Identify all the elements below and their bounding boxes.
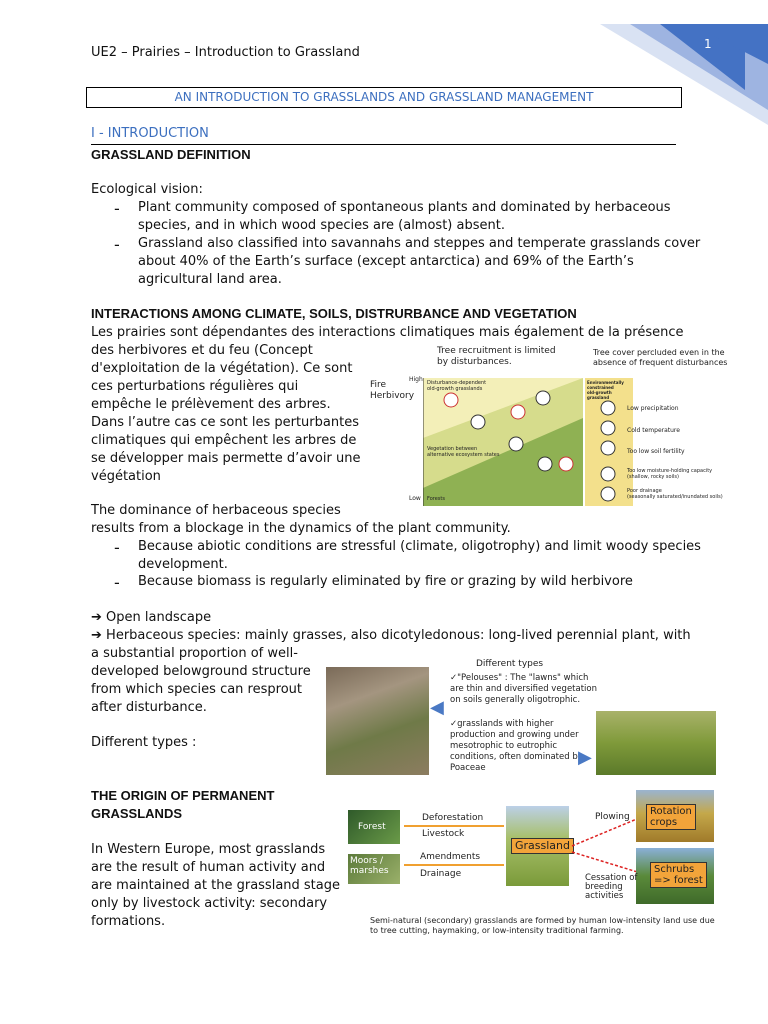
- fig3-livestock: Livestock: [422, 829, 465, 839]
- arrow-right-blue-icon: ▶: [578, 747, 592, 768]
- bullet-4: - Because biomass is regularly eliminated by fire or grazing by wild herbivore: [138, 573, 633, 591]
- fig2-title: Different types: [476, 659, 544, 669]
- fig1-zone3: Forests: [427, 496, 445, 502]
- fig1-top-left: Tree recruitment is limited by disturbances.: [437, 346, 556, 367]
- grass-paragraph: a substantial proportion of well- developed belowground structure from which species can resprout after disturbance.: [91, 646, 311, 715]
- figure-origin: [346, 788, 716, 936]
- title-box: AN INTRODUCTION TO GRASSLANDS AND GRASSLAND MANAGEMENT: [86, 87, 682, 108]
- fig1-low: Low: [409, 495, 421, 502]
- running-title: UE2 – Prairies – Introduction to Grassland: [91, 45, 360, 60]
- different-types-label: Different types :: [91, 735, 197, 750]
- heading-interactions: INTERACTIONS AMONG CLIMATE, SOILS, DISTRURBANCE AND VEGETATION: [91, 306, 577, 321]
- fig2-item2: ✓grasslands with higher production and growing under mesotrophic to eutrophic conditions, often dominated by Poaceae: [450, 719, 583, 773]
- fig1-cond-1: Low precipitation: [627, 405, 679, 412]
- bullet-2: - Grassland also classified into savannahs and steppes and temperate grasslands cover about 40% of the Earth’s surface (except antarctica) and 69% of the Earth’s agricultural land area.: [138, 235, 700, 289]
- figure-disturbance: [365, 344, 728, 506]
- arrow-right-icon: ➔: [91, 610, 102, 625]
- arrow-item-2: ➔ Herbaceous species: mainly grasses, also dicotyledonous: long-lived perennial plant, with: [91, 628, 691, 643]
- fig1-cond-3: Too low soil fertility: [627, 448, 685, 455]
- photo-meadow: [596, 711, 716, 775]
- section-label: I - INTRODUCTION: [91, 126, 209, 141]
- fig1-cond-5: Poor drainage (seasonally saturated/inundated soils): [627, 488, 723, 500]
- bullet-1: - Plant community composed of spontaneous plants and dominated by herbaceous species, and in which wood species are (almost) absent.: [138, 199, 671, 235]
- heading-grassland-definition: GRASSLAND DEFINITION: [91, 147, 251, 162]
- arrow-item-1: ➔ Open landscape: [91, 610, 212, 625]
- fig1-high: High: [409, 376, 423, 383]
- fig1-fire-label: Fire Herbivory: [370, 380, 415, 401]
- arrow-left-icon: ◀: [430, 697, 444, 718]
- figure-types: [326, 653, 718, 777]
- page-number: 1: [704, 37, 712, 51]
- fig3-caption: Semi-natural (secondary) grasslands are formed by human low-intensity land use due to tree cutting, haymaking, or low-intensity traditional farming.: [370, 916, 715, 935]
- fig3-rotation: Rotation crops: [646, 804, 696, 830]
- origin-paragraph: In Western Europe, most grasslands are the result of human activity and are maintained at the grassland stage only by livestock activity: secondary formations.: [91, 842, 340, 929]
- eco-label: Ecological vision:: [91, 182, 203, 197]
- fig1-cond-2: Cold temperature: [627, 427, 680, 434]
- photo-pelouse: [326, 667, 429, 775]
- section-rule: [91, 144, 676, 145]
- bullet-3: - Because abiotic conditions are stressful (climate, oligotrophy) and limit woody species development.: [138, 538, 701, 574]
- heading-origin: THE ORIGIN OF PERMANENT GRASSLANDS: [91, 788, 275, 821]
- dominance-paragraph: The dominance of herbaceous species results from a blockage in the dynamics of the plant community.: [91, 503, 511, 536]
- french-paragraph: des herbivores et du feu (Concept d'exploitation de la végétation). Ce sont ces perturbations régulières qui empêche le prélèvement des arbres. Dans l’autre cas ce sont les perturbantes climatiques qui empêchent les arbres de se développer mais permette d’avoir une végétation: [91, 343, 361, 484]
- arrow-right-icon: ➔: [91, 628, 102, 643]
- fig3-cessation: Cessation of breeding activities: [585, 873, 638, 901]
- fig3-schrubs: Schrubs => forest: [650, 862, 707, 888]
- fig3-forest: Forest: [358, 822, 386, 832]
- fig3-moors: Moors / marshes: [350, 856, 389, 876]
- fig1-box: Environmentally constrained old-growth grassland: [587, 380, 624, 400]
- fig3-amendments: Amendments: [420, 852, 481, 862]
- fig3-arrow-2: [404, 864, 504, 866]
- fig1-zone1: Disturbance-dependent old-growth grasslands: [427, 380, 487, 392]
- fig3-arrow-1: [404, 825, 504, 827]
- fig1-graphic: [423, 378, 725, 506]
- fig3-drainage: Drainage: [420, 869, 462, 879]
- fig1-cond-4: Too low moisture-holding capacity (shallow, rocky soils): [627, 468, 713, 480]
- fig3-deforestation: Deforestation: [422, 813, 484, 823]
- fig2-item1: ✓"Pelouses" : The "lawns" which are thin and diversified vegetation on soils generally oligotrophic.: [450, 673, 598, 705]
- fig3-grassland: Grassland: [511, 838, 574, 854]
- fig1-zone2: Vegetation between alternative ecosystem states: [427, 446, 500, 458]
- intro-line: Les prairies sont dépendantes des interactions climatiques mais également de la présence: [91, 325, 684, 340]
- fig1-top-right: Tree cover percluded even in the absence of frequent disturbances: [593, 348, 728, 367]
- fig3-plowing: Plowing: [595, 812, 630, 822]
